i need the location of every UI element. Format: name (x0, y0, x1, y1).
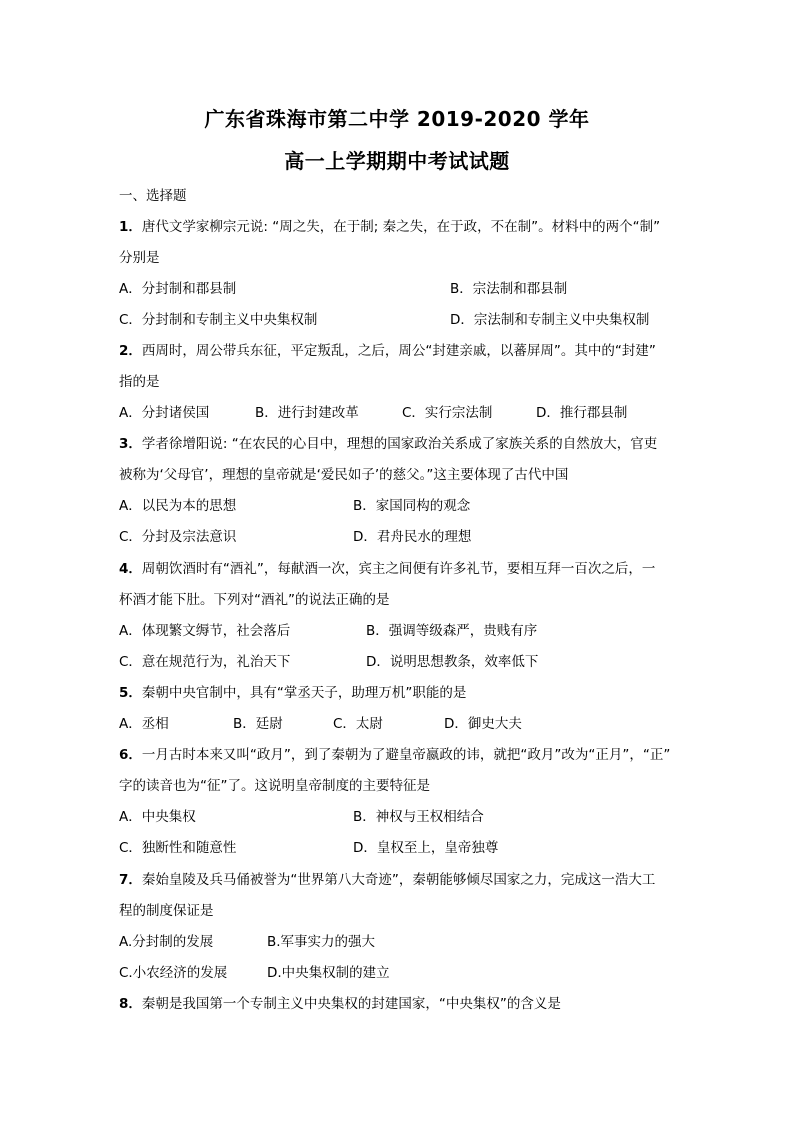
question-3-line-2: 被称为‘父母官’，理想的皇帝就是‘爱民如子’的慈父。”这主要体现了古代中国 (119, 467, 569, 483)
question-6-line-1 (119, 746, 670, 764)
question-stem: 秦始皇陵及兵马俑被誉为“世界第八大奇迹”，秦朝能够倾尽国家之力，完成这一浩大工 (141, 872, 656, 888)
question-6-line-2: 字的读音也为“征”了。这说明皇帝制度的主要特征是 (119, 778, 430, 794)
question-1-option-b[interactable]: B．宗法制和郡县制 (450, 281, 568, 297)
question-5-option-b[interactable]: B．廷尉 (233, 716, 283, 732)
question-2-option-d[interactable]: D．推行郡县制 (536, 405, 628, 421)
question-6-option-c[interactable]: C．独断性和随意性 (119, 840, 237, 856)
question-5-option-a[interactable]: A．丞相 (119, 716, 169, 732)
question-stem: 秦朝是我国第一个专制主义中央集权的封建国家，“中央集权”的含义是 (141, 996, 561, 1012)
question-6-option-b[interactable]: B．神权与王权相结合 (353, 809, 484, 825)
question-2-option-b[interactable]: B．进行封建改革 (255, 405, 359, 421)
question-number: 3． (119, 436, 142, 452)
section-heading: 一、选择题 (119, 188, 187, 204)
question-7-option-b[interactable]: B.军事实力的强大 (267, 934, 376, 950)
question-stem: 一月古时本来又叫“政月”，到了秦朝为了避皇帝嬴政的讳，就把“政月”改为“正月”，“正” (141, 747, 671, 763)
question-4-option-c[interactable]: C．意在规范行为，礼治天下 (119, 654, 291, 670)
question-7-option-d[interactable]: D.中央集权制的建立 (267, 965, 390, 981)
question-7-line-1 (119, 871, 655, 889)
question-3-option-a[interactable]: A．以民为本的思想 (119, 498, 237, 514)
question-6-option-a[interactable]: A．中央集权 (119, 809, 196, 825)
exam-title-line1: 广东省珠海市第二中学 2019-2020 学年 (204, 107, 590, 131)
question-1-option-c[interactable]: C．分封制和专制主义中央集权制 (119, 312, 318, 328)
question-4-option-d[interactable]: D．说明思想教条，效率低下 (366, 654, 539, 670)
question-8-line-1 (119, 995, 561, 1013)
question-1-option-d[interactable]: D．宗法制和专制主义中央集权制 (450, 312, 650, 328)
question-3-option-d[interactable]: D．君舟民水的理想 (353, 529, 472, 545)
question-1-option-a[interactable]: A．分封制和郡县制 (119, 281, 237, 297)
question-stem: 秦朝中央官制中，具有“掌丞天子，助理万机”职能的是 (141, 685, 467, 701)
question-5-option-d[interactable]: D．御史大夫 (444, 716, 522, 732)
question-stem: 学者徐增阳说: “在农民的心目中，理想的国家政治关系成了家族关系的自然放大，官吏 (141, 436, 658, 452)
question-5-line-1 (119, 684, 466, 702)
question-4-line-2: 杯酒才能下肚。下列对“酒礼”的说法正确的是 (119, 592, 390, 608)
question-stem: 周朝饮酒时有“酒礼”，每献酒一次，宾主之间便有许多礼节，要相互拜一百次之后，一 (141, 561, 656, 577)
question-1-line-2: 分别是 (119, 250, 160, 266)
question-number: 2． (119, 343, 142, 359)
question-1-line-1 (119, 218, 660, 236)
question-4-line-1 (119, 560, 655, 578)
question-7-option-c[interactable]: C.小农经济的发展 (119, 965, 228, 981)
question-2-option-a[interactable]: A．分封诸侯国 (119, 405, 210, 421)
question-stem: 唐代文学家柳宗元说: “周之失，在于制; 秦之失，在于政，不在制”。材料中的两个“制” (141, 219, 661, 235)
question-number: 7． (119, 872, 142, 888)
question-2-line-1 (119, 342, 656, 360)
question-5-option-c[interactable]: C．太尉 (333, 716, 383, 732)
question-number: 6． (119, 747, 142, 763)
question-3-option-b[interactable]: B．家国同构的观念 (353, 498, 471, 514)
exam-title-line2: 高一上学期期中考试试题 (284, 149, 510, 173)
question-number: 1． (119, 219, 142, 235)
question-number: 5． (119, 685, 142, 701)
question-4-option-a[interactable]: A．体现繁文缛节，社会落后 (119, 623, 291, 639)
question-6-option-d[interactable]: D．皇权至上，皇帝独尊 (353, 840, 499, 856)
question-3-option-c[interactable]: C．分封及宗法意识 (119, 529, 237, 545)
question-2-line-2: 指的是 (119, 374, 160, 390)
question-4-option-b[interactable]: B．强调等级森严，贵贱有序 (366, 623, 538, 639)
question-number: 4． (119, 561, 142, 577)
question-7-line-2: 程的制度保证是 (119, 903, 214, 919)
question-number: 8． (119, 996, 142, 1012)
question-7-option-a[interactable]: A.分封制的发展 (119, 934, 214, 950)
question-2-option-c[interactable]: C．实行宗法制 (402, 405, 493, 421)
question-stem: 西周时，周公带兵东征，平定叛乱，之后，周公“封建亲戚，以蕃屏周”。其中的“封建” (141, 343, 656, 359)
question-3-line-1 (119, 435, 657, 453)
